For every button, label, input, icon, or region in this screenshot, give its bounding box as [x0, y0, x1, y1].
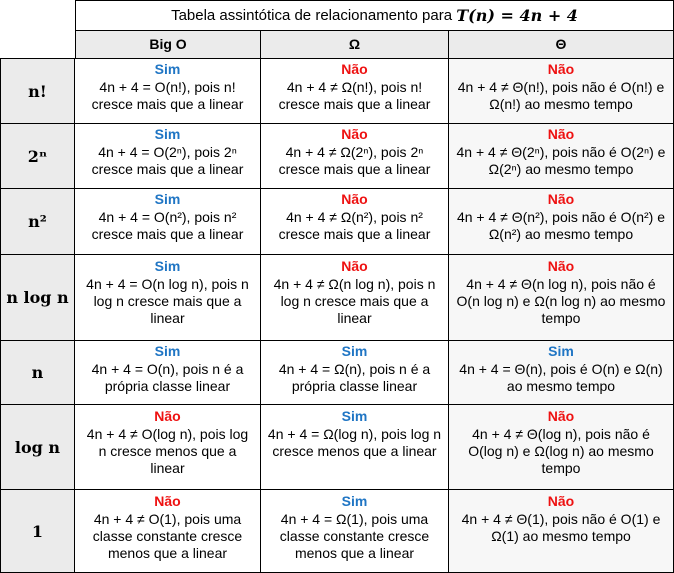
cell-description: 4n + 4 = O(2ⁿ), pois 2ⁿ cresce mais que a linear [91, 144, 244, 177]
row-header-label: n log n [6, 288, 69, 307]
row-header-label: n [31, 363, 44, 382]
cell-description: 4n + 4 = Ω(n), pois n é a própria classe linear [278, 361, 431, 394]
table-cell-big-o [75, 189, 261, 255]
table-cell-omega [261, 490, 449, 573]
table-cell-big-o [75, 59, 261, 124]
table-cell-big-o [75, 341, 261, 405]
verdict-label: Não [547, 493, 575, 509]
table-cell-omega [261, 341, 449, 405]
verdict-label: Não [547, 61, 575, 77]
column-header-label: Big O [149, 36, 187, 52]
row-header [0, 124, 75, 189]
row-header-label: n² [28, 212, 47, 231]
table-cell-theta [449, 59, 674, 124]
table-cell-theta [449, 189, 674, 255]
column-header-label: Θ [555, 36, 567, 52]
row-header [0, 490, 75, 573]
verdict-label: Sim [341, 343, 368, 359]
cell-description: 4n + 4 ≠ Ω(n²), pois n² cresce mais que a linear [278, 209, 431, 242]
verdict-label: Não [154, 493, 181, 509]
table-title-formula: T(n) = 4n + 4 [456, 6, 578, 25]
table-cell-omega [261, 189, 449, 255]
row-header [0, 341, 75, 405]
verdict-label: Não [547, 408, 575, 424]
verdict-label: Sim [154, 343, 181, 359]
row-header-label: n! [28, 81, 47, 101]
table-cell-big-o [75, 255, 261, 341]
row-header-label: 1 [31, 521, 44, 541]
cell-description: 4n + 4 = Θ(n), pois é O(n) e Ω(n) ao mesmo tempo [459, 361, 663, 394]
table-cell-omega [261, 124, 449, 189]
row-header [0, 405, 75, 490]
row-header [0, 189, 75, 255]
verdict-label: Sim [341, 493, 368, 509]
verdict-label: Sim [548, 343, 574, 359]
table-title [75, 0, 674, 31]
cell-description: 4n + 4 ≠ Ω(n log n), pois n log n cresce mais que a linear [273, 276, 436, 326]
verdict-label: Não [341, 191, 368, 207]
table-title-text: Tabela assintótica de relacionamento para [171, 7, 453, 24]
table-cell-big-o [75, 490, 261, 573]
table-cell-omega [261, 405, 449, 490]
table-cell-omega [261, 59, 449, 124]
table-cell-big-o [75, 405, 261, 490]
row-header-label: log n [14, 437, 61, 457]
cell-description: 4n + 4 ≠ O(log n), pois log n cresce menos que a linear [86, 426, 249, 476]
verdict-label: Não [341, 126, 368, 142]
verdict-label: Sim [341, 408, 368, 424]
cell-description: 4n + 4 ≠ Θ(1), pois não é O(1) e Ω(1) ao mesmo tempo [461, 511, 661, 544]
verdict-label: Não [341, 61, 368, 77]
cell-description: 4n + 4 ≠ Ω(n!), pois n! cresce mais que a linear [278, 79, 431, 112]
verdict-label: Não [547, 126, 575, 142]
cell-description: 4n + 4 ≠ Θ(n²), pois não é O(n²) e Ω(n²) ao mesmo tempo [456, 209, 666, 242]
cell-description: 4n + 4 ≠ Θ(n log n), pois não é O(n log n) e Ω(n log n) ao mesmo tempo [456, 276, 666, 326]
column-header-big-o [75, 31, 261, 59]
verdict-label: Sim [154, 126, 181, 142]
verdict-label: Sim [154, 61, 181, 77]
cell-description: 4n + 4 ≠ Θ(2ⁿ), pois não é O(2ⁿ) e Ω(2ⁿ) ao mesmo tempo [456, 144, 666, 177]
table-cell-big-o [75, 124, 261, 189]
row-header [0, 255, 75, 341]
table-cell-theta [449, 490, 674, 573]
table-cell-theta [449, 341, 674, 405]
verdict-label: Sim [154, 258, 181, 274]
verdict-label: Não [341, 258, 368, 274]
cell-description: 4n + 4 = O(n!), pois n! cresce mais que a linear [91, 79, 244, 112]
verdict-label: Não [547, 191, 575, 207]
cell-description: 4n + 4 = O(n²), pois n² cresce mais que a linear [91, 209, 244, 242]
column-header-omega [261, 31, 449, 59]
table-cell-omega [261, 255, 449, 341]
column-header-theta [449, 31, 674, 59]
table-cell-theta [449, 255, 674, 341]
column-header-label: Ω [348, 36, 361, 52]
row-header-label: 2ⁿ [27, 146, 48, 166]
table-cell-theta [449, 405, 674, 490]
table-cell-theta [449, 124, 674, 189]
verdict-label: Sim [154, 191, 181, 207]
verdict-label: Não [154, 408, 181, 424]
verdict-label: Não [547, 258, 575, 274]
row-header [0, 59, 75, 124]
cell-description: 4n + 4 ≠ Θ(n!), pois não é O(n!) e Ω(n!) ao mesmo tempo [457, 79, 665, 112]
cell-description: 4n + 4 ≠ Ω(2ⁿ), pois 2ⁿ cresce mais que a linear [278, 144, 431, 177]
cell-description: 4n + 4 = O(n), pois n é a própria classe linear [91, 361, 244, 394]
cell-description: 4n + 4 = Ω(1), pois uma classe constante cresce menos que a linear [279, 511, 430, 561]
cell-description: 4n + 4 = O(n log n), pois n log n cresce mais que a linear [86, 276, 249, 326]
cell-description: 4n + 4 ≠ O(1), pois uma classe constante cresce menos que a linear [92, 511, 243, 561]
cell-description: 4n + 4 = Ω(log n), pois log n cresce menos que a linear [267, 426, 442, 459]
cell-description: 4n + 4 ≠ Θ(log n), pois não é O(log n) e Ω(log n) ao mesmo tempo [468, 426, 654, 476]
